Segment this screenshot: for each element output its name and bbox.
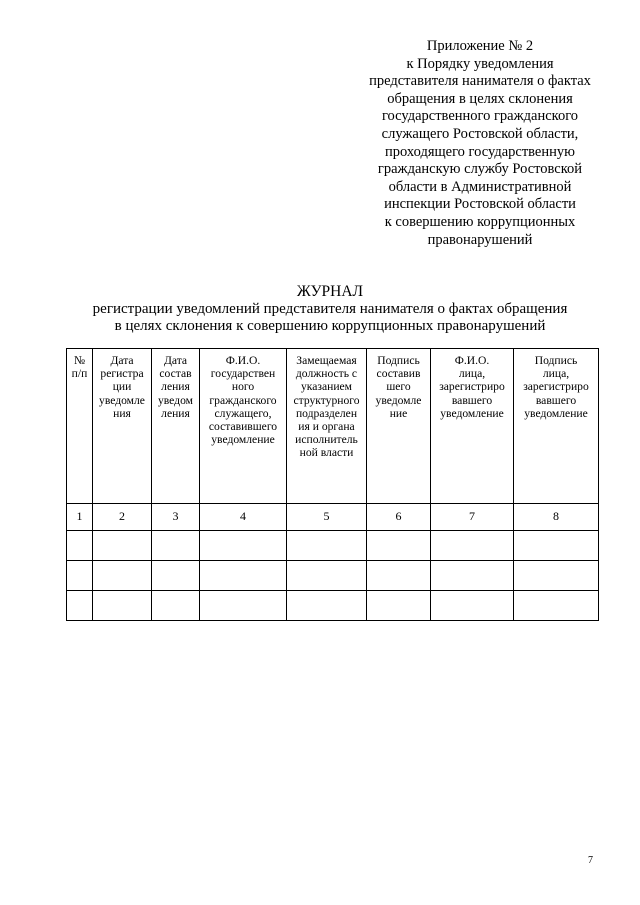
column-header-text: ния [113,406,131,420]
column-header-text: уведомле [99,393,145,407]
column-header-text: № [73,354,86,367]
empty-entry-cell [93,531,152,561]
journal-title-block [40,283,620,336]
annex-line: к Порядку уведомления [406,55,554,72]
annex-line: гражданскую службу Ростовской [377,161,583,178]
empty-entry-cell [67,531,93,561]
empty-entry-cell [152,591,200,621]
column-number-cell: 4 [200,504,287,531]
column-header-text: ции [112,380,132,394]
empty-entry-cell [93,561,152,591]
empty-entry-cell [431,531,514,561]
empty-entry-cell [93,591,152,621]
registration-journal-table [66,348,599,621]
annex-line: проходящего государственную [385,143,575,160]
empty-entry-cell [67,591,93,621]
empty-entry-cell [367,591,431,621]
column-number-cell: 5 [287,504,367,531]
empty-entry-cell [514,531,599,561]
annex-line: области в Административной [388,178,572,195]
column-header-text: шего [386,380,411,394]
annex-header [356,38,604,249]
table-row [67,561,599,591]
journal-subtitle-line-2: в целях склонения к совершению коррупционных правонарушений [114,318,546,334]
column-header-7 [431,349,514,504]
column-header-text: лица, [542,367,570,381]
column-header-text: государствен [210,367,276,381]
column-header-text: исполнитель [295,433,358,447]
table-row [67,531,599,561]
table-header-row [67,349,599,504]
column-header-text: п/п [71,367,88,381]
column-header-text: Дата [110,354,134,367]
empty-entry-cell [200,561,287,591]
column-header-text: ления [161,380,190,394]
annex-line: правонарушений [427,231,533,248]
empty-entry-cell [200,591,287,621]
journal-subtitle-line-1: регистрации уведомлений представителя нанимателя о фактах обращения [92,300,568,317]
empty-entry-cell [367,531,431,561]
column-header-text: вавшего [535,393,577,407]
column-header-1 [67,349,93,504]
empty-entry-cell [152,561,200,591]
column-number-cell: 3 [152,504,200,531]
column-header-text: ия и органа [298,420,355,434]
column-number-cell: 2 [93,504,152,531]
column-header-8 [514,349,599,504]
column-header-text: Подпись [534,354,578,367]
column-header-text: уведомление [440,406,504,420]
column-header-text: ние [389,406,408,420]
column-header-text: уведом [157,393,193,407]
empty-entry-cell [514,591,599,621]
page-number: 7 [588,855,593,866]
column-header-text: ного [231,380,255,394]
column-header-text: подразделен [295,406,358,420]
column-header-text: уведомление [524,406,588,420]
column-header-text: составив [376,367,421,381]
column-header-text: ления [161,406,190,420]
column-header-4 [200,349,287,504]
column-header-text: Подпись [377,354,420,367]
column-header-text: регистра [100,367,144,381]
journal-heading: ЖУРНАЛ [296,283,364,300]
column-header-text: служащего, [214,406,272,420]
annex-line: государственного гражданского [381,108,579,125]
column-header-text: структурного [293,393,360,407]
column-header-6 [367,349,431,504]
column-header-text: Ф.И.О. [454,354,490,367]
column-number-cell: 1 [67,504,93,531]
column-header-text: лица, [458,367,486,381]
column-header-text: состав [159,367,192,381]
column-header-text: Ф.И.О. [225,354,261,367]
empty-entry-cell [287,531,367,561]
column-header-text: указанием [300,380,353,394]
annex-line: служащего Ростовской области, [381,125,579,142]
empty-entry-cell [431,591,514,621]
column-number-row [67,504,599,531]
column-number-cell: 6 [367,504,431,531]
annex-line: обращения в целях склонения [387,90,573,107]
column-header-text: уведомле [375,393,422,407]
column-header-3 [152,349,200,504]
annex-line: представителя нанимателя о фактах [369,73,591,90]
column-number-cell: 7 [431,504,514,531]
annex-line: Приложение № 2 [426,38,534,54]
column-header-text: зарегистриро [523,380,589,394]
column-header-text: уведомление [211,433,275,447]
column-header-2 [93,349,152,504]
column-header-text: ной власти [299,446,354,460]
column-header-text: Дата [163,354,188,367]
empty-entry-cell [67,561,93,591]
column-number-cell: 8 [514,504,599,531]
annex-line: инспекции Ростовской области [384,196,576,213]
empty-entry-cell [431,561,514,591]
column-header-text: Замещаемая [296,354,357,367]
empty-entry-cell [514,561,599,591]
table-row [67,591,599,621]
empty-entry-cell [287,591,367,621]
empty-entry-cell [367,561,431,591]
empty-entry-cell [200,531,287,561]
empty-entry-cell [287,561,367,591]
column-header-text: вавшего [451,393,493,407]
column-header-5 [287,349,367,504]
column-header-text: составившего [208,420,278,434]
empty-entry-cell [152,531,200,561]
column-header-text: должность с [295,367,358,381]
annex-line: к совершению коррупционных [384,213,576,230]
column-header-text: гражданского [209,393,277,407]
column-header-text: зарегистриро [439,380,505,394]
